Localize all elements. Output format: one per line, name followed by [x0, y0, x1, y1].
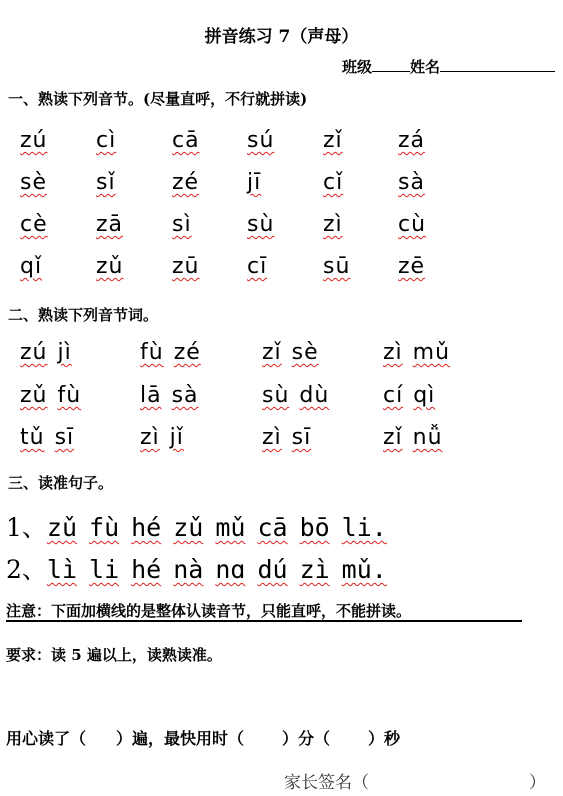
parent-sign-close: ） [529, 773, 546, 793]
timing-line [6, 726, 400, 749]
syllable: zǔ [96, 254, 124, 279]
sentence-word: mǔ [215, 513, 246, 542]
sentence-word: nɑ [215, 555, 246, 584]
word-syllable: tǔ [20, 425, 45, 450]
sentence-word: li. [341, 513, 387, 542]
sentence-number: 2、 [6, 555, 47, 584]
word-syllable: sī [54, 425, 75, 450]
syllable: sū [323, 254, 351, 279]
word-syllable: sè [291, 340, 319, 365]
sentence-line [6, 508, 399, 544]
sentence-word: cā [257, 513, 288, 542]
name-blank [440, 57, 555, 72]
sentence-word: zǔ [46, 513, 78, 542]
syllable: jī [247, 170, 262, 195]
section-heading-1: 一、熟读下列音节。(尽量直呼，不行就拼读) [8, 90, 308, 108]
syllable-word [20, 340, 72, 365]
timing-part-4: ）秒 [368, 729, 401, 748]
word-syllable: sà [171, 383, 199, 408]
sentence-word: fù [89, 513, 120, 542]
syllable: cù [398, 212, 427, 237]
syllable-word [262, 340, 319, 365]
syllable: sú [247, 128, 275, 153]
section-heading-3: 三、读准句子。 [8, 474, 114, 492]
word-syllable: zì [140, 425, 160, 450]
sentence-word: hé [131, 555, 162, 584]
syllable: sì [172, 212, 192, 237]
syllable: cì [96, 128, 117, 153]
syllable: zū [172, 254, 200, 279]
syllable-word [262, 383, 329, 408]
word-syllable: fù [57, 383, 82, 408]
syllable: cī [247, 254, 268, 279]
name-label: 姓名 [410, 58, 441, 76]
syllable-word [140, 340, 201, 365]
sentence-word: nà [173, 555, 204, 584]
sentence-word: mǔ. [341, 555, 387, 584]
syllable-word [383, 425, 443, 450]
page-title: 拼音练习 7（声母） [204, 27, 359, 47]
syllable: zā [96, 212, 124, 237]
syllable-word [20, 383, 81, 408]
syllable-word [262, 425, 311, 450]
sentence-word: zì [299, 555, 330, 584]
syllable: sù [247, 212, 275, 237]
syllable: sǐ [96, 170, 116, 195]
class-label: 班级 [342, 58, 373, 76]
word-syllable: zì [262, 425, 282, 450]
syllable: zǐ [323, 128, 343, 153]
note-text: 注意：下面加横线的是整体认读音节，只能直呼，不能拼读。 [6, 602, 412, 620]
syllable: zē [398, 254, 426, 279]
sentence-word: bō [299, 513, 330, 542]
sentence-word: lì [46, 555, 78, 584]
word-syllable: lā [140, 383, 162, 408]
sentence-word: dú [257, 555, 288, 584]
word-syllable: qì [413, 383, 436, 408]
syllable: zé [172, 170, 200, 195]
timing-part-1: 用心读了（ [6, 729, 87, 748]
parent-signature [284, 768, 546, 793]
syllable: sè [20, 170, 47, 195]
word-syllable: sī [291, 425, 312, 450]
parent-sign-label: 家长签名（ [284, 773, 369, 793]
word-syllable: dù [299, 383, 330, 408]
word-syllable: cí [383, 383, 404, 408]
syllable: cā [172, 128, 200, 153]
word-syllable: zé [173, 340, 201, 365]
word-syllable: jì [57, 340, 72, 365]
sentence-line [6, 550, 399, 586]
sentence-word: hé [131, 513, 162, 542]
syllable: zú [20, 128, 48, 153]
word-syllable: nǚ [412, 425, 443, 450]
syllable-word [383, 340, 450, 365]
word-syllable: zǐ [262, 340, 282, 365]
requirement-text: 要求：读 5 遍以上，读熟读准。 [6, 646, 222, 664]
syllable: cè [20, 212, 48, 237]
word-syllable: zì [383, 340, 403, 365]
syllable: cǐ [323, 170, 344, 195]
word-syllable: fù [140, 340, 164, 365]
syllable: zì [323, 212, 343, 237]
section-heading-2: 二、熟读下列音节词。 [8, 306, 159, 324]
syllable-word [383, 383, 435, 408]
class-name-line [342, 56, 555, 77]
syllable: sà [398, 170, 425, 195]
syllable-word [140, 425, 184, 450]
word-syllable: zǔ [20, 383, 48, 408]
syllable: zá [398, 128, 426, 153]
word-syllable: zǐ [383, 425, 403, 450]
timing-part-2: ）遍，最快用时（ [116, 729, 245, 748]
word-syllable: zú [20, 340, 48, 365]
timing-part-3: ）分（ [282, 729, 331, 748]
sentence-word: zǔ [173, 513, 204, 542]
note-underline [6, 620, 522, 622]
syllable-word [20, 425, 74, 450]
sentence-word: li [89, 555, 120, 584]
sentence-number: 1、 [6, 513, 47, 542]
class-blank [372, 57, 410, 72]
word-syllable: mǔ [412, 340, 451, 365]
word-syllable: jǐ [169, 425, 184, 450]
word-syllable: sù [262, 383, 290, 408]
syllable: qǐ [20, 254, 43, 279]
syllable-word [140, 383, 199, 408]
